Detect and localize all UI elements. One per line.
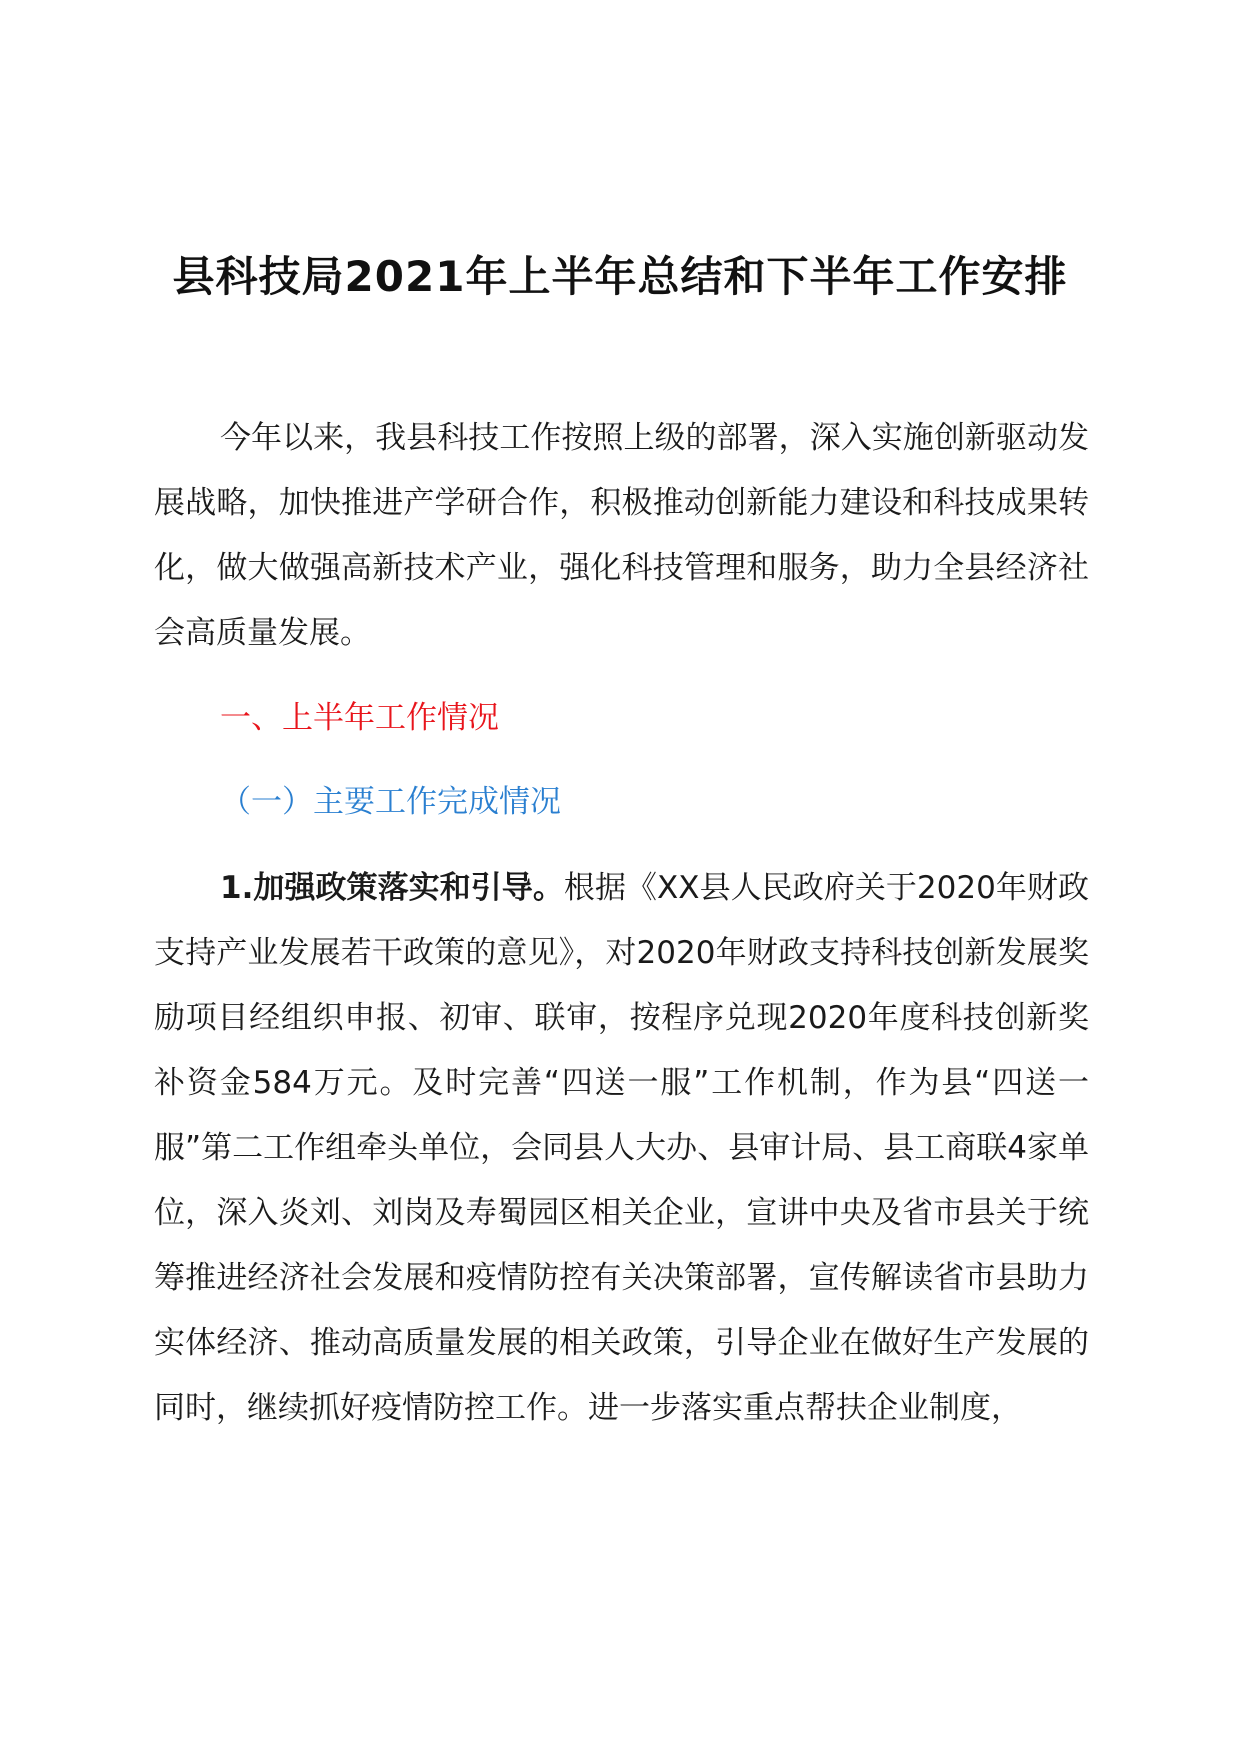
document-title: 县科技局2021年上半年总结和下半年工作安排 <box>172 252 1068 301</box>
item1-text: 根据《XX县人民政府关于2020年财政支持产业发展若干政策的意见》，对2020年财政支持科技创新发展奖励项目经组织申报、初审、联审，按程序兑现2020年度科技创新奖补资金584万元。及时完善“四送一服”工作机制，作为县“四送一服”第二工作组牵头单位，会同县人大办、县审计局、县工商联4家单位，深入炎刘、刘岗及寿蜀园区相关企业，宣讲中央及省市县关于统筹推进经济社会发展和疫情防控有关决策部署，宣传解读省市县助力实体经济、推动高质量发展的相关政策，引导企业在做好生产发展的同时，继续抓好疫情防控工作。进一步落实重点帮扶企业制度， <box>154 870 1089 1426</box>
item1-lead: 1.加强政策落实和引导。 <box>220 870 564 906</box>
item1-paragraph <box>154 856 1089 1441</box>
subsection-heading: （一）主要工作完成情况 <box>220 784 561 820</box>
intro-paragraph: 今年以来，我县科技工作按照上级的部署，深入实施创新驱动发展战略，加快推进产学研合作，积极推动创新能力建设和科技成果转化，做大做强高新技术产业，强化科技管理和服务，助力全县经济社会高质量发展。 <box>154 420 1089 651</box>
section-heading: 一、上半年工作情况 <box>220 700 499 736</box>
